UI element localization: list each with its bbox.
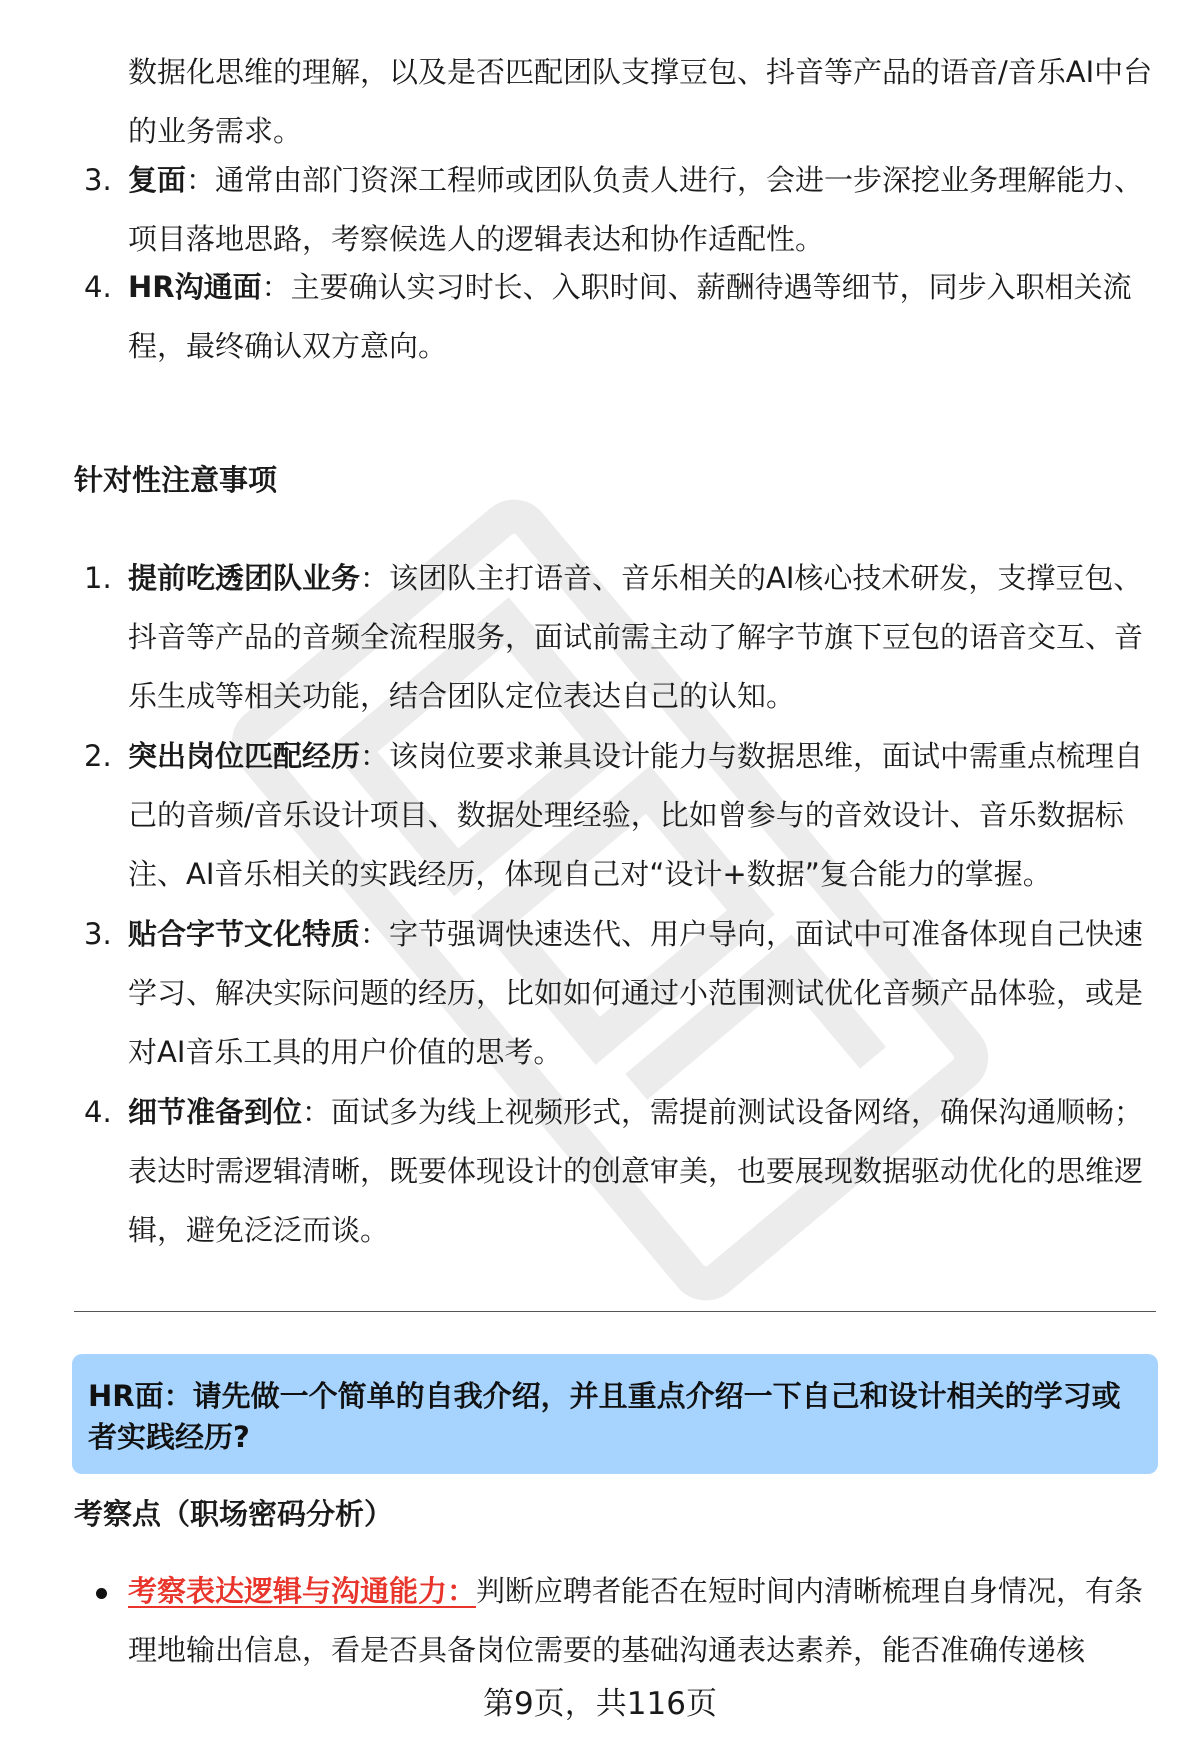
step-label: HR沟通面 xyxy=(128,270,262,304)
process-step-3 xyxy=(84,151,1164,269)
list-number: 3. xyxy=(84,917,112,951)
step-text: ：主要确认实习时长、入职时间、薪酬待遇等细节，同步入职相关流程，最终确认双方意向。 xyxy=(128,270,1132,363)
note-text: ：字节强调快速迭代、用户导向，面试中可准备体现自己快速学习、解决实际问题的经历，比如如何通过小范围测试优化音频产品体验，或是对AI音乐工具的用户价值的思考。 xyxy=(128,917,1144,1069)
note-item-4 xyxy=(84,1083,1164,1260)
analysis-heading: 考察点（职场密码分析） xyxy=(74,1497,394,1531)
note-item-1 xyxy=(84,549,1164,726)
bullet-dot-icon xyxy=(96,1588,107,1599)
section-divider xyxy=(74,1311,1156,1312)
note-text: ：该团队主打语音、音乐相关的AI核心技术研发，支撑豆包、抖音等产品的音频全流程服务，面试前需主动了解字节旗下豆包的语音交互、音乐生成等相关功能，结合团队定位表达自己的认知。 xyxy=(128,561,1144,713)
continuation-text: 数据化思维的理解，以及是否匹配团队支撑豆包、抖音等产品的语音/音乐AI中台的业务需求。 xyxy=(128,55,1153,148)
process-step-4 xyxy=(84,258,1164,376)
note-text: ：面试多为线上视频形式，需提前测试设备网络，确保沟通顺畅；表达时需逻辑清晰，既要体现设计的创意审美，也要展现数据驱动优化的思维逻辑，避免泛泛而谈。 xyxy=(128,1095,1144,1247)
note-label: 细节准备到位 xyxy=(128,1095,303,1129)
page-number: 第9页，共116页 xyxy=(483,1686,717,1722)
highlighted-label: 考察表达逻辑与沟通能力： xyxy=(128,1574,477,1608)
bullet-text: 判断应聘者能否在短时间内清晰梳理自身情况，有条理地输出信息，看是否具备岗位需要的基础沟通表达素养，能否准确传递核 xyxy=(128,1574,1144,1667)
list-number: 3. xyxy=(84,163,112,197)
note-label: 贴合字节文化特质 xyxy=(128,917,361,951)
note-label: 突出岗位匹配经历 xyxy=(128,739,361,773)
list-number: 4. xyxy=(84,270,112,304)
notes-heading: 针对性注意事项 xyxy=(74,463,278,497)
note-item-2 xyxy=(84,727,1164,904)
question-box: HR面：请先做一个简单的自我介绍，并且重点介绍一下自己和设计相关的学习或者实践经历? xyxy=(72,1354,1158,1474)
list-number: 2. xyxy=(84,739,112,773)
step-label: 复面 xyxy=(128,163,187,197)
note-item-3 xyxy=(84,905,1164,1082)
step-text: ：通常由部门资深工程师或团队负责人进行，会进一步深挖业务理解能力、项目落地思路，考察候选人的逻辑表达和协作适配性。 xyxy=(128,163,1144,256)
list-number: 4. xyxy=(84,1095,112,1129)
note-text: ：该岗位要求兼具设计能力与数据思维，面试中需重点梳理自己的音频/音乐设计项目、数据处理经验，比如曾参与的音效设计、音乐数据标注、AI音乐相关的实践经历，体现自己对“设计+数据”复合能力的掌握。 xyxy=(128,739,1144,891)
note-label: 提前吃透团队业务 xyxy=(128,561,361,595)
list-number: 1. xyxy=(84,561,112,595)
analysis-bullet xyxy=(96,1562,1166,1680)
